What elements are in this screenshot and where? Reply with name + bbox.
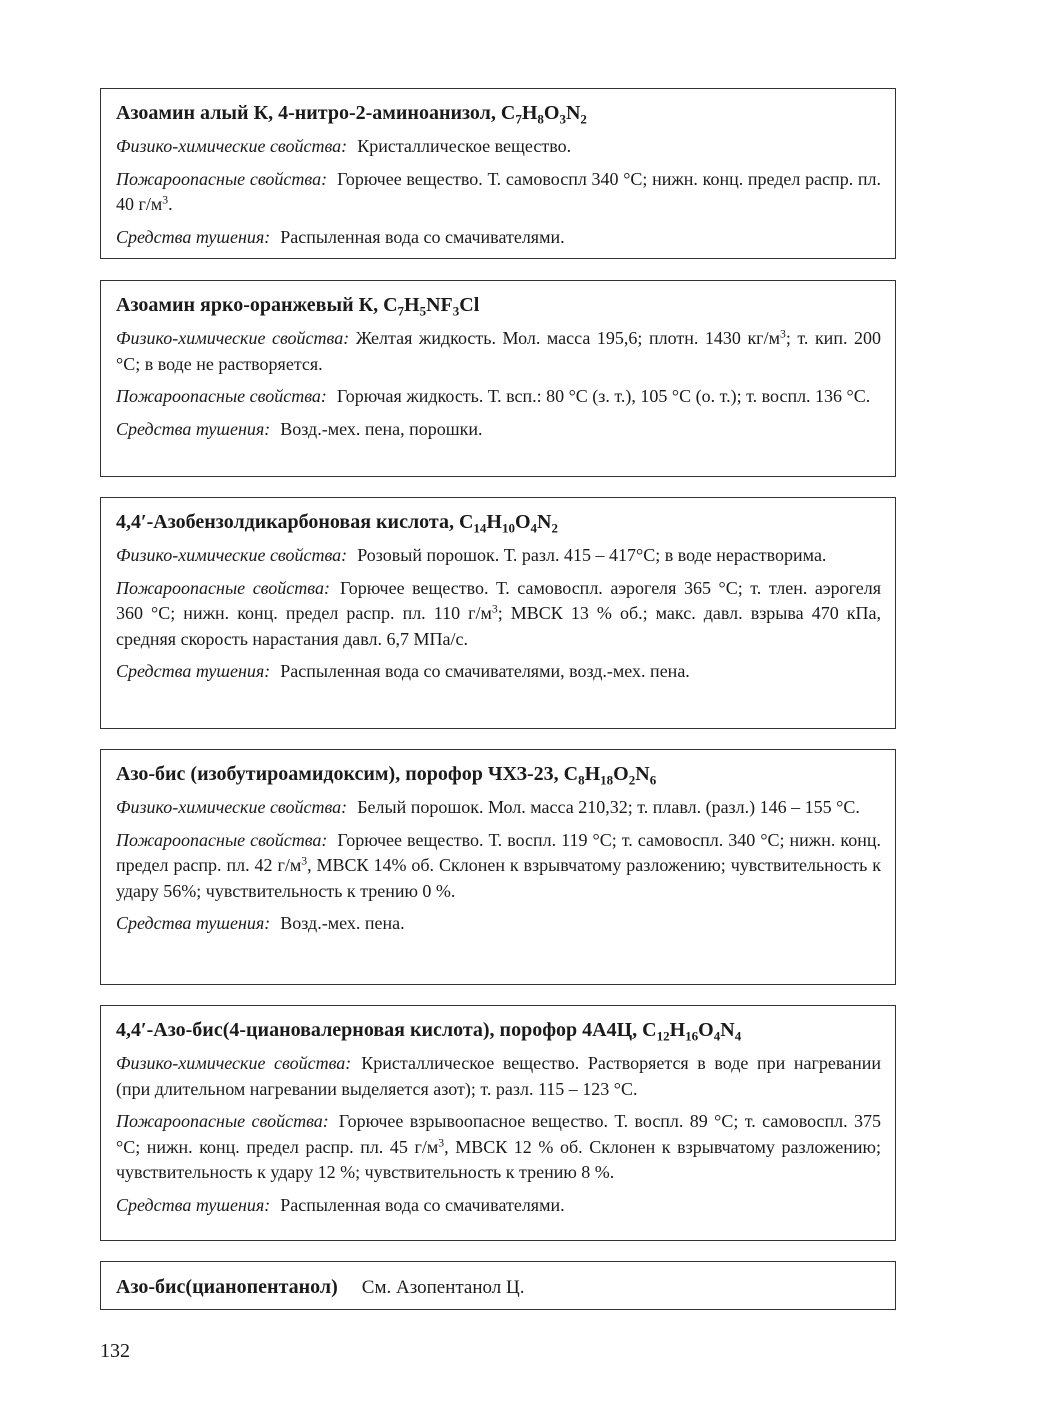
physchem-text: Кристаллическое вещество. xyxy=(357,136,572,156)
physchem-text: Желтая жидкость. Мол. масса 195,6; плотн. 1430 $кг/м^3$; т. кип. 200 °С; в воде не растворяется. xyxy=(116,327,882,374)
fire-text: Горючее вещество. Т. самовоспл. аэрогеля 365 °С; т. тлен. аэрогеля 360 °С; нижн. конц. предел распр. пл. 110 $г/м^3$; МВСК 13 % об.; макс. давл. взрыва 470 кПа, средняя скорость нарастания давл. 6,7 МПа/с. xyxy=(116,577,881,649)
extinguishing-label: Средства тушения: xyxy=(116,1194,271,1215)
extinguishing-means xyxy=(116,1193,881,1219)
physchem-properties xyxy=(116,326,881,377)
extinguishing-text: Распыленная вода со смачивателями, возд.-мех. пена. xyxy=(280,661,690,681)
fire-label: Пожароопасные свойства: xyxy=(116,168,328,189)
entry-title: 4,4′-Азо-бис(4-циановалерновая кислота), порофор 4А4Ц, $C_{12}H_{16}O_4N_4$ xyxy=(116,1019,742,1044)
entry-title: Азо-бис (изобутироамидоксим), порофор ЧХЗ-23, $C_8H_{18}O_2N_6$ xyxy=(116,763,657,788)
extinguishing-text: Распыленная вода со смачивателями. xyxy=(280,226,565,247)
extinguishing-means xyxy=(116,225,881,251)
entry-title: Азоамин ярко-оранжевый К, $C_7H_5NF_3Cl$ xyxy=(116,294,480,319)
physchem-properties xyxy=(116,795,881,821)
reference-line xyxy=(116,1275,881,1300)
extinguishing-label: Средства тушения: xyxy=(116,226,271,247)
entry-card xyxy=(100,749,896,985)
fire-text: Горючее вещество. Т. воспл. 119 °С; т. самовоспл. 340 °С; нижн. конц. предел распр. пл. 42 $г/м^3$, МВСК 14% об. Склонен к взрывчатому разложению; чувствительность к удару 56%; чувствительность к трению 0 %. xyxy=(116,829,882,901)
physchem-label: Физико-химические свойства: xyxy=(116,328,350,348)
physchem-text: Белый порошок. Мол. масса 210,32; т. плавл. (разл.) 146 – 155 °С. xyxy=(357,797,860,817)
fire-text: Горючее взрывоопасное вещество. Т. воспл. 89 °С; т. самовоспл. 375 °С; нижн. конц. предел распр. пл. 45 $г/м^3$, МВСК 12 % об. Склонен к взрывчатому разложению; чувствительность к удару 12 %; чувствительность к трению 8 %. xyxy=(116,1111,882,1182)
extinguishing-label: Средства тушения: xyxy=(116,913,271,933)
physchem-label: Физико-химические свойства: xyxy=(116,1053,352,1073)
physchem-properties xyxy=(116,543,881,569)
fire-properties xyxy=(116,384,881,410)
entry-card xyxy=(100,1005,896,1241)
fire-properties xyxy=(116,576,881,653)
fire-properties xyxy=(116,1109,881,1186)
fire-text: Горючее вещество. Т. самовоспл 340 °С; нижн. конц. предел распр. пл. 40 $г/м^3$. xyxy=(116,168,881,214)
physchem-label: Физико-химические свойства: xyxy=(116,545,348,565)
extinguishing-means xyxy=(116,659,881,685)
fire-text: Горючая жидкость. Т. всп.: 80 °С (з. т.), 105 °С (о. т.); т. воспл. 136 °С. xyxy=(336,386,871,406)
physchem-properties xyxy=(116,1051,881,1102)
extinguishing-label: Средства тушения: xyxy=(116,418,271,439)
fire-label: Пожароопасные свойства: xyxy=(116,577,330,598)
fire-properties xyxy=(116,828,881,905)
extinguishing-text: Возд.-мех. пена, порошки. xyxy=(280,418,483,439)
fire-label: Пожароопасные свойства: xyxy=(116,386,327,406)
extinguishing-means xyxy=(116,417,881,443)
extinguishing-label: Средства тушения: xyxy=(116,661,271,681)
fire-label: Пожароопасные свойства: xyxy=(116,829,328,850)
extinguishing-means xyxy=(116,911,881,937)
entry-card xyxy=(100,280,896,477)
extinguishing-text: Распыленная вода со смачивателями. xyxy=(280,1194,565,1215)
reference-text: См. Азопентанол Ц. xyxy=(361,1277,525,1298)
physchem-text: Розовый порошок. Т. разл. 415 – 417°С; в воде нерастворима. xyxy=(357,545,827,565)
entry-card xyxy=(100,88,896,259)
physchem-properties xyxy=(116,134,881,160)
page-number: 132 xyxy=(100,1340,130,1362)
fire-properties xyxy=(116,167,881,218)
reference-entry-card xyxy=(100,1261,896,1310)
entry-card xyxy=(100,497,896,729)
entry-title: 4,4′-Азобензолдикарбоновая кислота, $C_{14}H_{10}O_4N_2$ xyxy=(116,511,558,536)
extinguishing-text: Возд.-мех. пена. xyxy=(280,913,405,933)
reference-title: Азо-бис(цианопентанол) xyxy=(116,1276,338,1298)
fire-label: Пожароопасные свойства: xyxy=(116,1111,329,1131)
physchem-label: Физико-химические свойства: xyxy=(116,797,348,817)
entry-title: Азоамин алый К, 4-нитро-2-аминоанизол, $C_7H_8O_3N_2$ xyxy=(116,102,587,127)
physchem-text: Кристаллическое вещество. Растворяется в воде при нагревании (при длительном нагревании выделяется азот); т. разл. 115 – 123 °С. xyxy=(116,1053,881,1099)
physchem-label: Физико-химические свойства: xyxy=(116,136,348,156)
